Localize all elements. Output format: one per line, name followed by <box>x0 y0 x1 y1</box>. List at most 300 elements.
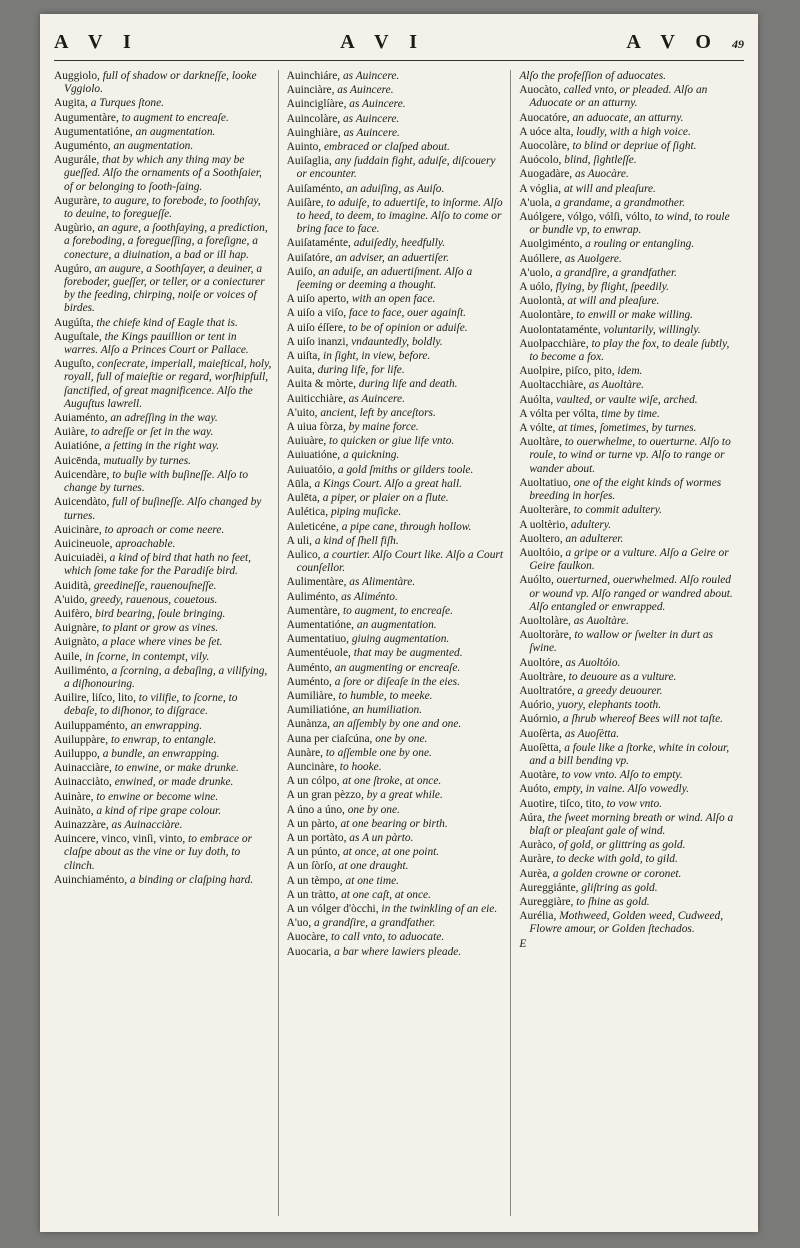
entry-headword: Auiſàre, <box>286 196 324 209</box>
dictionary-entry <box>54 819 272 832</box>
entry-gloss: as Auincere. <box>346 98 406 111</box>
dictionary-entry <box>54 426 272 439</box>
dictionary-entry <box>519 477 738 503</box>
entry-gloss: the ſweet morning breath or wind. Alſo a blaſt or pleaſant gale of wind. <box>529 811 734 837</box>
entry-gloss: bird bearing, ſoule bringing. <box>92 607 226 620</box>
entry-gloss: to aduiſe, to aduertiſe, to inſorme. Alſo to heed, to deem, to imagine. Alſo to come or bring face to face. <box>296 196 503 236</box>
entry-gloss: at one bearing or birth. <box>337 817 448 830</box>
entry-headword: Auinto, <box>286 141 322 154</box>
dictionary-entry <box>519 882 738 895</box>
running-head-right-letters: A V O <box>626 31 719 53</box>
dictionary-entry <box>54 195 272 221</box>
dictionary-entry <box>287 464 505 477</box>
dictionary-entry <box>519 910 738 936</box>
entry-gloss: voluntarily, willingly. <box>600 323 701 336</box>
entry-headword: Auólgere, vólgo, vólſi, vólto, <box>519 211 652 224</box>
entry-headword: Auiticchiàre, <box>286 392 346 405</box>
dictionary-entry <box>287 718 505 731</box>
dictionary-entry <box>287 141 505 154</box>
entry-gloss: a Kings Court. Alſo a great hall. <box>311 477 462 490</box>
entry-headword: Auinacciàre, <box>54 762 112 775</box>
dictionary-entry <box>519 868 738 881</box>
entry-headword: Auóto, <box>519 783 551 796</box>
entry-gloss: aproachable. <box>112 537 176 550</box>
entry-headword: Auinciglíàre, <box>286 98 347 111</box>
entry-headword: Auicinàre, <box>54 523 102 536</box>
dictionary-entry <box>54 331 272 357</box>
entry-gloss: at times, ſometimes, by turnes. <box>555 422 697 435</box>
entry-gloss: enwined, or made drunke. <box>111 776 234 789</box>
entry-headword: Auifèro, <box>54 607 93 620</box>
entry-headword: Aumentatióne, <box>286 618 355 631</box>
entry-headword: Aurélia, <box>519 910 557 923</box>
entry-gloss: one of the eight kinds of wormes breeding in horſes. <box>529 476 722 503</box>
entry-headword: Auleticéne, <box>286 520 339 533</box>
entry-headword: Auicuiadèi, <box>54 552 107 565</box>
entry-gloss: face to face, ouer againſt. <box>346 307 467 320</box>
dictionary-entry <box>287 84 505 97</box>
dictionary-entry <box>519 365 738 378</box>
entry-headword: Aulico, <box>286 548 321 561</box>
dictionary-entry <box>519 713 738 726</box>
entry-gloss: to deuoure as a vulture. <box>565 670 677 683</box>
entry-headword: Auocàre, <box>286 931 329 944</box>
entry-headword: Auincere, vinco, vinſi, vinto, <box>54 833 186 846</box>
dictionary-entry <box>519 309 738 322</box>
entry-headword: Auinciàre, <box>286 84 335 97</box>
dictionary-entry <box>519 853 738 866</box>
entry-headword: Auguràre, <box>54 194 100 207</box>
dictionary-entry <box>54 524 272 537</box>
entry-gloss: a rouling or entangling. <box>582 238 695 251</box>
entry-gloss: giuing augmentation. <box>348 633 450 646</box>
entry-gloss: as Auoltàre. <box>570 614 629 627</box>
entry-gloss: a place where vines be ſet. <box>99 636 223 649</box>
entry-headword: Aureggiánte, <box>519 881 579 894</box>
entry-headword: Auócolo, <box>519 154 562 167</box>
dictionary-entry <box>54 580 272 593</box>
entry-gloss: a ſcorning, a debaſing, a vilifying, a diſhonouring. <box>64 664 268 690</box>
entry-gloss: at once, at one point. <box>340 846 440 859</box>
entry-gloss: during life, for life. <box>314 364 405 377</box>
entry-headword: Auiſataménte, <box>286 237 351 250</box>
dictionary-entry <box>519 295 738 308</box>
dictionary-entry <box>287 931 505 944</box>
entry-gloss: empty, in vaine. Alſo vowedly. <box>550 783 690 796</box>
entry-headword: Auogadàre, <box>519 168 573 181</box>
entry-gloss: an aduiſing, as Auiſo. <box>343 182 445 195</box>
dictionary-entry <box>519 183 738 196</box>
entry-headword: Aumentàre, <box>286 604 341 617</box>
entry-headword: Auolpacchiàre, <box>519 337 589 350</box>
entry-gloss: time by time. <box>598 407 660 420</box>
dictionary-entry <box>54 748 272 761</box>
entry-gloss: an augure, a Soothſayer, a deuiner, a foreboder, gueſſer, or teller, or a coniecturer by the feeding, chirping, noiſe or voices of birdes. <box>64 262 265 315</box>
entry-gloss: to augment to encreaſe. <box>118 111 229 124</box>
entry-gloss: to embrace or claſpe about as the vine or Iuy doth, to clinch. <box>64 833 253 872</box>
entry-headword: A uiua fòrza, <box>286 421 346 434</box>
dictionary-entry <box>287 407 505 420</box>
entry-gloss: gliſtring as gold. <box>578 881 658 894</box>
entry-headword: Aunànza, <box>286 718 330 731</box>
dictionary-entry <box>287 293 505 306</box>
entry-headword: Auincolàre, <box>286 112 341 125</box>
entry-headword: Aulimentàre, <box>286 576 347 589</box>
entry-gloss: a binding or claſping hard. <box>127 873 254 886</box>
entry-gloss: vndauntedly, boldly. <box>348 335 443 348</box>
entry-gloss: an aſſembly by one and one. <box>329 718 462 731</box>
entry-headword: A uiſo éſſere, <box>286 321 346 334</box>
dictionary-entry <box>54 496 272 522</box>
entry-gloss: to vow vnto. <box>603 797 663 810</box>
entry-gloss: at one draught. <box>335 860 409 873</box>
dictionary-entry <box>287 535 505 548</box>
entry-headword: Auório, <box>519 699 555 712</box>
entry-gloss: a greedy deuourer. <box>574 684 663 697</box>
entry-headword: A un vólger d'òcchi, <box>286 902 379 915</box>
dictionary-entry <box>519 211 738 237</box>
running-head-right <box>626 31 744 54</box>
entry-gloss: that by which any thing may be gueſſed. Alſo the ornaments of a Soothſaier, of or belonging to ſooth-ſaing. <box>64 154 262 193</box>
entry-gloss: vaulted, or vaulte wiſe, arched. <box>553 393 698 406</box>
entry-gloss: greedineſſe, rauenouſneſſe. <box>91 579 217 592</box>
entry-gloss: as A un pàrto. <box>346 831 414 844</box>
entry-gloss: to wind, to roule or bundle vp, to enwrap. <box>529 211 730 237</box>
dictionary-entry <box>287 449 505 462</box>
dictionary-entry <box>287 747 505 760</box>
dictionary-entry <box>54 791 272 804</box>
entry-headword: Auoſètta, <box>519 741 562 754</box>
entry-headword: Auiluppo, <box>54 747 100 760</box>
dictionary-entry <box>287 322 505 335</box>
entry-headword: A uiſo a viſo, <box>286 307 347 320</box>
dictionary-entry <box>287 818 505 831</box>
entry-headword: A uiſo inanzi, <box>286 335 349 348</box>
entry-headword: Auinchiaménto, <box>54 873 128 886</box>
entry-gloss: with an open face. <box>348 293 436 306</box>
entry-headword: Auiſo, <box>286 265 316 278</box>
entry-headword: Auólto, <box>519 574 554 587</box>
entry-gloss: yuory, elephants tooth. <box>554 699 662 712</box>
dictionary-entry <box>54 126 272 139</box>
entry-headword: Auncinàre, <box>286 760 337 773</box>
entry-gloss: to humble, to meeke. <box>335 689 433 702</box>
dictionary-entry <box>519 126 738 139</box>
entry-gloss: an adreſſing in the way. <box>107 412 218 425</box>
header-rule <box>54 60 744 61</box>
dictionary-entry <box>54 762 272 775</box>
entry-headword: Auiaménto, <box>54 412 108 425</box>
entry-headword: Aumentéuole, <box>286 647 351 660</box>
entry-headword: Aunàre, <box>286 746 324 759</box>
dictionary-entry <box>519 783 738 796</box>
dictionary-entry <box>519 798 738 811</box>
entry-headword: Auguſtale, <box>54 330 102 343</box>
dictionary-entry <box>54 140 272 153</box>
dictionary-entry <box>519 112 738 125</box>
dictionary-entry <box>519 812 738 838</box>
entry-headword: Auinàre, <box>54 790 94 803</box>
entry-headword: Auóllere, <box>519 252 563 265</box>
dictionary-entry <box>519 839 738 852</box>
entry-headword: Auoltacchiàre, <box>519 379 587 392</box>
entry-headword: Auocàto, <box>519 84 561 97</box>
entry-headword: Auoltàre, <box>519 436 563 449</box>
dictionary-entry <box>519 338 738 364</box>
entry-gloss: a bar where lawiers pleade. <box>331 945 462 958</box>
entry-gloss: a kind of bird that hath no feet, which ſome take for the Paradiſe bird. <box>64 552 251 578</box>
dictionary-entry <box>54 222 272 262</box>
entry-gloss: an adviser, an aduertiſer. <box>332 251 449 264</box>
entry-gloss: flying, by flight, ſpeedily. <box>552 281 669 294</box>
entry-headword: Auna per ciaſcúna, <box>286 732 373 745</box>
dictionary-entry <box>519 519 738 532</box>
dictionary-entry <box>519 281 738 294</box>
entry-gloss: a ſetting in the right way. <box>101 440 220 453</box>
entry-headword: Auolgiménto, <box>519 238 583 251</box>
entry-headword: Aúra, <box>519 811 545 824</box>
entry-headword: Augita, <box>54 97 88 110</box>
column-1 <box>54 70 279 1216</box>
entry-headword: Auidità, <box>54 579 92 592</box>
dictionary-entry <box>519 253 738 266</box>
entry-gloss: blind, ſightleſſe. <box>561 154 637 167</box>
entry-headword: A'uito, <box>286 406 318 419</box>
entry-headword: A vóglia, <box>519 182 562 195</box>
entry-headword: Auiatióne, <box>54 440 102 453</box>
entry-headword: Auotire, tiſco, tito, <box>519 797 604 810</box>
entry-headword: Auolpire, piſco, pito, <box>519 365 615 378</box>
entry-headword: A vólte, <box>519 422 556 435</box>
entry-headword: Auinchiáre, <box>286 70 341 82</box>
entry-gloss: as Auoltàre. <box>586 379 644 392</box>
entry-gloss: at will and pleaſure. <box>564 295 660 308</box>
dictionary-entry <box>287 875 505 888</box>
dictionary-entry <box>519 896 738 909</box>
dictionary-entry <box>287 832 505 845</box>
entry-gloss: Mothweed, Golden weed, Cudweed, Flowre amour, or Golden ſtechados. <box>529 910 724 936</box>
entry-gloss: of gold, or glittring as gold. <box>555 839 686 852</box>
dictionary-entry <box>287 435 505 448</box>
entry-headword: Aulética, <box>286 506 329 519</box>
entry-headword: Auolontàre, <box>519 309 574 322</box>
entry-headword: Auggiolo, <box>54 70 100 82</box>
dictionary-entry <box>287 393 505 406</box>
entry-gloss: a grandſire, a grandfather. <box>552 266 677 279</box>
dictionary-entry <box>519 197 738 210</box>
entry-gloss: a bundle, an enwrapping. <box>99 747 220 760</box>
entry-headword: Aureggiàre, <box>519 895 574 908</box>
dictionary-entry <box>519 324 738 337</box>
entry-headword: Auiuàre, <box>286 435 327 448</box>
entry-gloss: to enwine, or make drunke. <box>111 762 239 775</box>
entry-headword: Auiſaménto, <box>286 182 344 195</box>
dictionary-entry <box>519 408 738 421</box>
entry-headword: A úno a úno, <box>286 803 345 816</box>
page-number: 49 <box>732 37 744 51</box>
entry-headword: Auoltero, <box>519 532 563 545</box>
entry-gloss: an augmentation. <box>132 125 216 138</box>
entry-gloss: the chiefe kind of Eagle that is. <box>93 316 238 329</box>
dictionary-entry <box>54 608 272 621</box>
entry-headword: Augurále, <box>54 154 100 167</box>
dictionary-page <box>40 14 758 1232</box>
dictionary-entry <box>519 699 738 712</box>
dictionary-entry <box>287 237 505 250</box>
dictionary-entry <box>287 197 505 237</box>
entry-headword: Aūla, <box>286 477 312 490</box>
entry-headword: Auménto, <box>286 675 332 688</box>
running-head-center: A V I <box>340 31 426 53</box>
entry-headword: A'uola, <box>519 196 553 209</box>
dictionary-entry <box>54 455 272 468</box>
dictionary-entry <box>54 874 272 887</box>
entry-gloss: an enwrapping. <box>127 719 203 732</box>
entry-gloss: at one time. <box>342 874 399 887</box>
entry-headword: Auicendàto, <box>54 496 110 509</box>
dictionary-entry <box>54 538 272 551</box>
entry-gloss: in ſight, in view, before. <box>320 350 431 363</box>
dictionary-entry <box>287 946 505 959</box>
entry-gloss: to vilifie, to ſcorne, to debaſe, to diſhonor, to diſgrace. <box>64 692 238 718</box>
entry-headword: Auocatóre, <box>519 111 570 124</box>
entry-gloss: ancient, left by anceſtors. <box>317 406 436 419</box>
dictionary-entry <box>287 633 505 646</box>
entry-gloss: to blind or depriue of ſight. <box>569 140 697 153</box>
entry-headword: Auinazzàre, <box>54 818 109 831</box>
entry-headword: Aumentatiuo, <box>286 633 349 646</box>
entry-headword: Auólta, <box>519 393 554 406</box>
dictionary-entry <box>287 421 505 434</box>
entry-gloss: as Auincere. <box>340 70 400 82</box>
dictionary-entry <box>287 492 505 505</box>
dictionary-entry <box>54 263 272 316</box>
entry-headword: Auicendàre, <box>54 468 110 481</box>
entry-gloss: to aſſemble one by one. <box>323 746 432 759</box>
entry-gloss: at will and pleaſure. <box>561 182 656 195</box>
entry-headword: Auocaria, <box>286 945 332 958</box>
entry-headword: Auiſatóre, <box>286 251 333 264</box>
entry-gloss: as Auolgere. <box>562 252 622 265</box>
entry-headword: A uiſo aperto, <box>286 293 349 306</box>
entry-headword: Auolontà, <box>519 295 565 308</box>
entry-gloss: by maine force. <box>345 421 419 434</box>
dictionary-entry <box>287 521 505 534</box>
entry-gloss: to vow vnto. Alſo to empty. <box>558 769 683 782</box>
dictionary-entry <box>519 574 738 614</box>
entry-headword: Auignàre, <box>54 622 100 635</box>
dictionary-entry <box>519 615 738 628</box>
dictionary-entry <box>287 605 505 618</box>
entry-headword: A uiſta, <box>286 350 321 363</box>
entry-gloss: an augmenting or encreaſe. <box>331 661 461 674</box>
dictionary-entry <box>287 98 505 111</box>
entry-gloss: to call vnto, to aduocate. <box>328 931 445 944</box>
entry-gloss: to commit adultery. <box>570 504 663 517</box>
entry-headword: A un gran pèzzo, <box>286 789 364 802</box>
dictionary-entry <box>519 238 738 251</box>
dictionary-entry <box>519 379 738 392</box>
dictionary-entry <box>287 307 505 320</box>
entry-headword: Auliménto, <box>286 590 339 603</box>
dictionary-entry <box>54 651 272 664</box>
dictionary-entry <box>287 704 505 717</box>
dictionary-entry <box>519 70 738 83</box>
dictionary-entry <box>54 112 272 125</box>
entry-headword: Auicēnda, <box>54 454 101 467</box>
entry-headword: A un tèmpo, <box>286 874 343 887</box>
entry-gloss: an agure, a ſoothſaying, a prediction, a foreboding, a foregueſſing, a foreſigne, a conecture, a diuination, a bad or ill hap. <box>64 222 268 261</box>
dictionary-entry <box>54 97 272 110</box>
entry-gloss: as Auinacciàre. <box>108 818 183 831</box>
entry-gloss: a Turques ſtone. <box>87 97 165 110</box>
dictionary-entry <box>287 364 505 377</box>
running-head-left: A V I <box>54 31 139 53</box>
entry-gloss: in ſcorne, in contempt, vily. <box>82 650 210 663</box>
entry-gloss: to enwrap, to entangle. <box>108 733 217 746</box>
entry-headword: Augúſta, <box>54 316 94 329</box>
entry-gloss: an adulterer. <box>562 532 624 545</box>
entry-gloss: idem. <box>614 365 643 378</box>
entry-headword: Auoſèrta, <box>519 727 563 740</box>
entry-gloss: to augment, to encreaſe. <box>340 604 453 617</box>
dictionary-entry <box>287 336 505 349</box>
entry-gloss: as Aliménto. <box>338 590 398 603</box>
dictionary-entry <box>54 622 272 635</box>
dictionary-entry <box>287 647 505 660</box>
dictionary-entry <box>287 860 505 873</box>
entry-gloss: an humiliation. <box>349 704 423 717</box>
entry-gloss: during life and death. <box>355 378 458 391</box>
entry-gloss: as Auoſètta. <box>562 727 620 740</box>
entry-gloss: any ſuddain fight, aduiſe, diſcouery or encounter. <box>296 155 496 181</box>
entry-gloss: a grandame, a grandmother. <box>552 196 685 209</box>
entry-headword: A un púnto, <box>286 846 341 859</box>
entry-headword: Auiluppaménto, <box>54 719 128 732</box>
dictionary-entry <box>519 769 738 782</box>
entry-gloss: one by one. <box>372 732 428 745</box>
entry-gloss: as Auincere. <box>334 84 394 97</box>
entry-headword: A un tràtto, <box>286 888 339 901</box>
entry-gloss: a ſore or diſeaſe in the eies. <box>331 675 460 688</box>
entry-headword: Auoltratóre, <box>519 684 575 697</box>
dictionary-entry <box>519 938 738 951</box>
entry-headword: Augumentatióne, <box>54 125 133 138</box>
dictionary-entry <box>287 70 505 83</box>
entry-headword: Aumiliàre, <box>286 689 336 702</box>
entry-gloss: Alſo the profeſſion of aduocates. <box>519 70 667 82</box>
entry-headword: A un ſòrſo, <box>286 860 336 873</box>
entry-headword: Auocolàre, <box>519 140 570 153</box>
entry-columns <box>54 70 744 1216</box>
dictionary-entry <box>287 350 505 363</box>
entry-gloss: conſecrate, imperiall, maieſtical, holy, royall, full of maieſtie or regard, worſhipfull, ſanctified, of great magnificence. Alſo the Auguſtus lawrell. <box>64 358 272 410</box>
dictionary-entry <box>519 671 738 684</box>
dictionary-entry <box>287 506 505 519</box>
entry-gloss: to quicken or giue life vnto. <box>326 435 455 448</box>
dictionary-entry <box>519 154 738 167</box>
dictionary-entry <box>54 70 272 96</box>
dictionary-entry <box>287 789 505 802</box>
entry-gloss: the Kings pauillion or tent in warres. Alſo a Princes Court or Pallace. <box>64 330 249 357</box>
dictionary-entry <box>519 140 738 153</box>
entry-gloss: ouerturned, ouerwhelmed. Alſo rouled or wound vp. Alſo ranged or wandred about. Alſo entangled or enwrapped. <box>529 574 733 613</box>
dictionary-entry <box>54 412 272 425</box>
entry-headword: Auita & mòrte, <box>286 378 356 391</box>
entry-headword: A uólo, <box>519 281 553 294</box>
entry-headword: Auràco, <box>519 839 556 852</box>
entry-headword: Auinghiàre, <box>286 126 341 139</box>
